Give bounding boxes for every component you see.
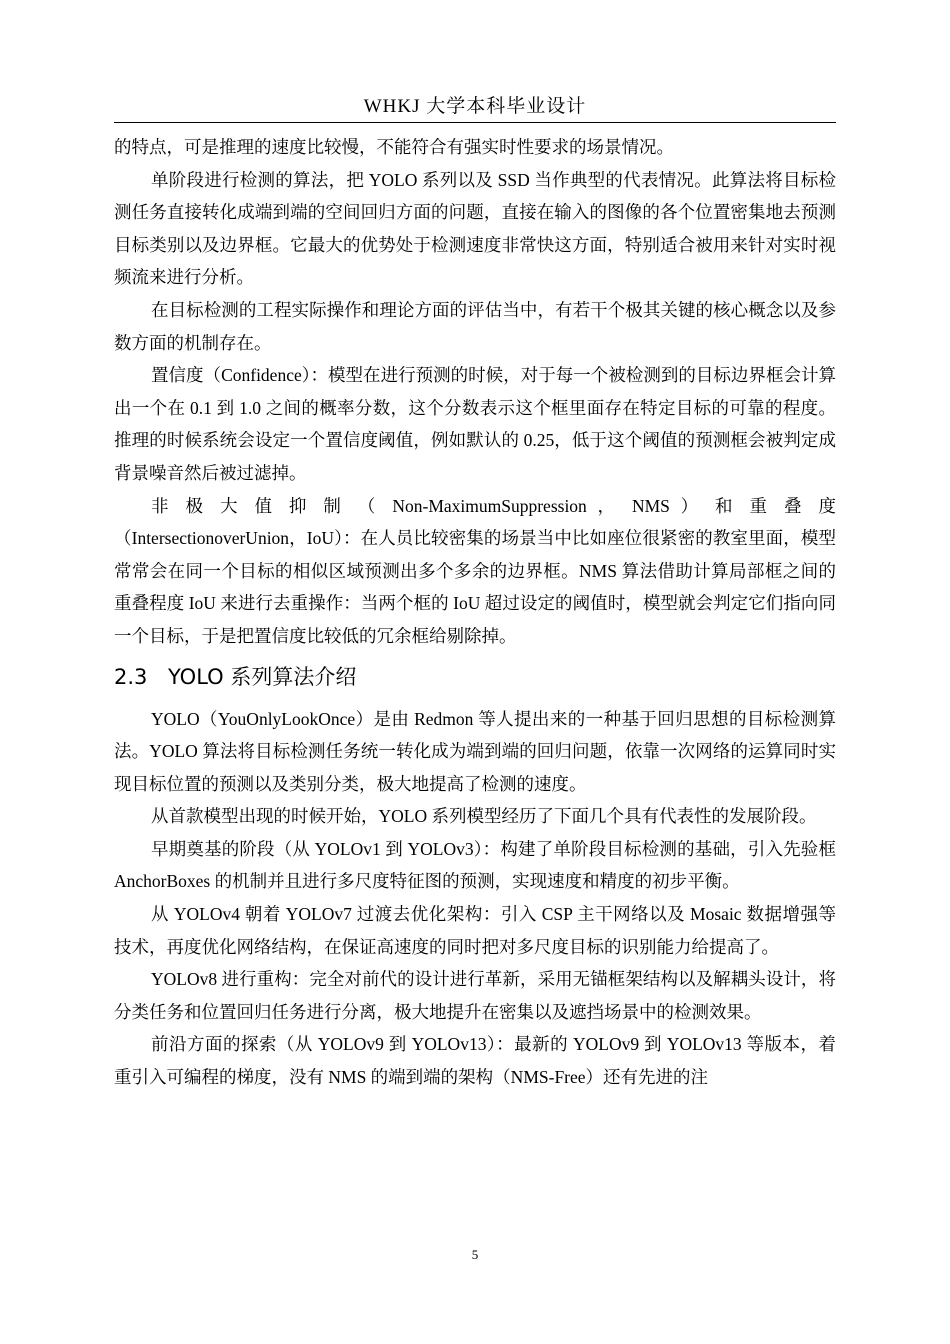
page-number: 5	[471, 1247, 479, 1262]
paragraph-key-concepts: 在目标检测的工程实际操作和理论方面的评估当中，有若干个极其关键的核心概念以及参数方面的机制存在。	[114, 299, 836, 353]
paragraph-yolo-intro: YOLO（YouOnlyLookOnce）是由 Redmon 等人提出来的一种基于回归思想的目标检测算法。YOLO 算法将目标检测任务统一转化成为端到端的回归问题，依靠一次网络的运算同时实现目标位置的预测以及类别分类，极大地提高了检测的速度。	[114, 708, 836, 794]
paragraph-nms-heading-line: 非 极 大 值 抑 制 （ Non-MaximumSuppression ， NMS ） 和 重 叠 度	[151, 495, 836, 516]
section-number: 2.3	[114, 664, 148, 689]
paragraph-continuation: 的特点，可是推理的速度比较慢，不能符合有强实时性要求的场景情况。	[114, 137, 674, 157]
header-rule	[114, 122, 836, 123]
section-heading	[114, 659, 836, 695]
paragraph-confidence: 置信度（Confidence）：模型在进行预测的时候，对于每一个被检测到的目标边界框会计算出一个在 0.1 到 1.0 之间的概率分数，这个分数表示这个框里面存在特定目标的可靠的程度。推理的时候系统会设定一个置信度阈值，例如默认的 0.25，低于这个阈值的预测框会被判定成背景噪音然后被过滤掉。	[114, 365, 836, 483]
paragraph-nms-iou: （IntersectionoverUnion，IoU）：在人员比较密集的场景当中比如座位很紧密的教室里面，模型常常会在同一个目标的相似区域预测出多个多余的边界框。NMS 算法借助计算局部框之间的重叠程度 IoU 来进行去重操作：当两个框的 IoU 超过设定的阈值时，模型就会判定它们指向同一个目标，于是把置信度比较低的冗余框给剔除掉。	[114, 528, 836, 646]
section-title: YOLO 系列算法介绍	[168, 664, 357, 689]
paragraph-v9-v13: 前沿方面的探索（从 YOLOv9 到 YOLOv13）：最新的 YOLOv9 到 YOLOv13 等版本，着重引入可编程的梯度，没有 NMS 的端到端的架构（NMS-Free）还有先进的注	[114, 1034, 836, 1088]
body-text	[114, 131, 836, 1094]
paragraph-early-stage: 早期奠基的阶段（从 YOLOv1 到 YOLOv3）：构建了单阶段目标检测的基础，引入先验框 AnchorBoxes 的机制并且进行多尺度特征图的预测，实现速度和精度的初步平衡。	[114, 838, 836, 892]
running-header-title: WHKJ 大学本科毕业设计	[363, 96, 587, 117]
paragraph-v8: YOLOv8 进行重构：完全对前代的设计进行革新，采用无锚框架结构以及解耦头设计，将分类任务和位置回归任务进行分离，极大地提升在密集以及遮挡场景中的检测效果。	[114, 969, 836, 1022]
paragraph-v4-v7: 从 YOLOv4 朝着 YOLOv7 过渡去优化架构：引入 CSP 主干网络以及 Mosaic 数据增强等技术，再度优化网络结构，在保证高速度的同时把对多尺度目标的识别能力给提高了。	[114, 904, 836, 957]
paragraph-yolo-stages: 从首款模型出现的时候开始，YOLO 系列模型经历了下面几个具有代表性的发展阶段。	[151, 806, 817, 827]
paragraph-single-stage: 单阶段进行检测的算法，把 YOLO 系列以及 SSD 当作典型的代表情况。此算法将目标检测任务直接转化成端到端的空间回归方面的问题，直接在输入的图像的各个位置密集地去预测目标类别以及边界框。它最大的优势处于检测速度非常快这方面，特别适合被用来针对实时视频流来进行分析。	[114, 169, 836, 288]
